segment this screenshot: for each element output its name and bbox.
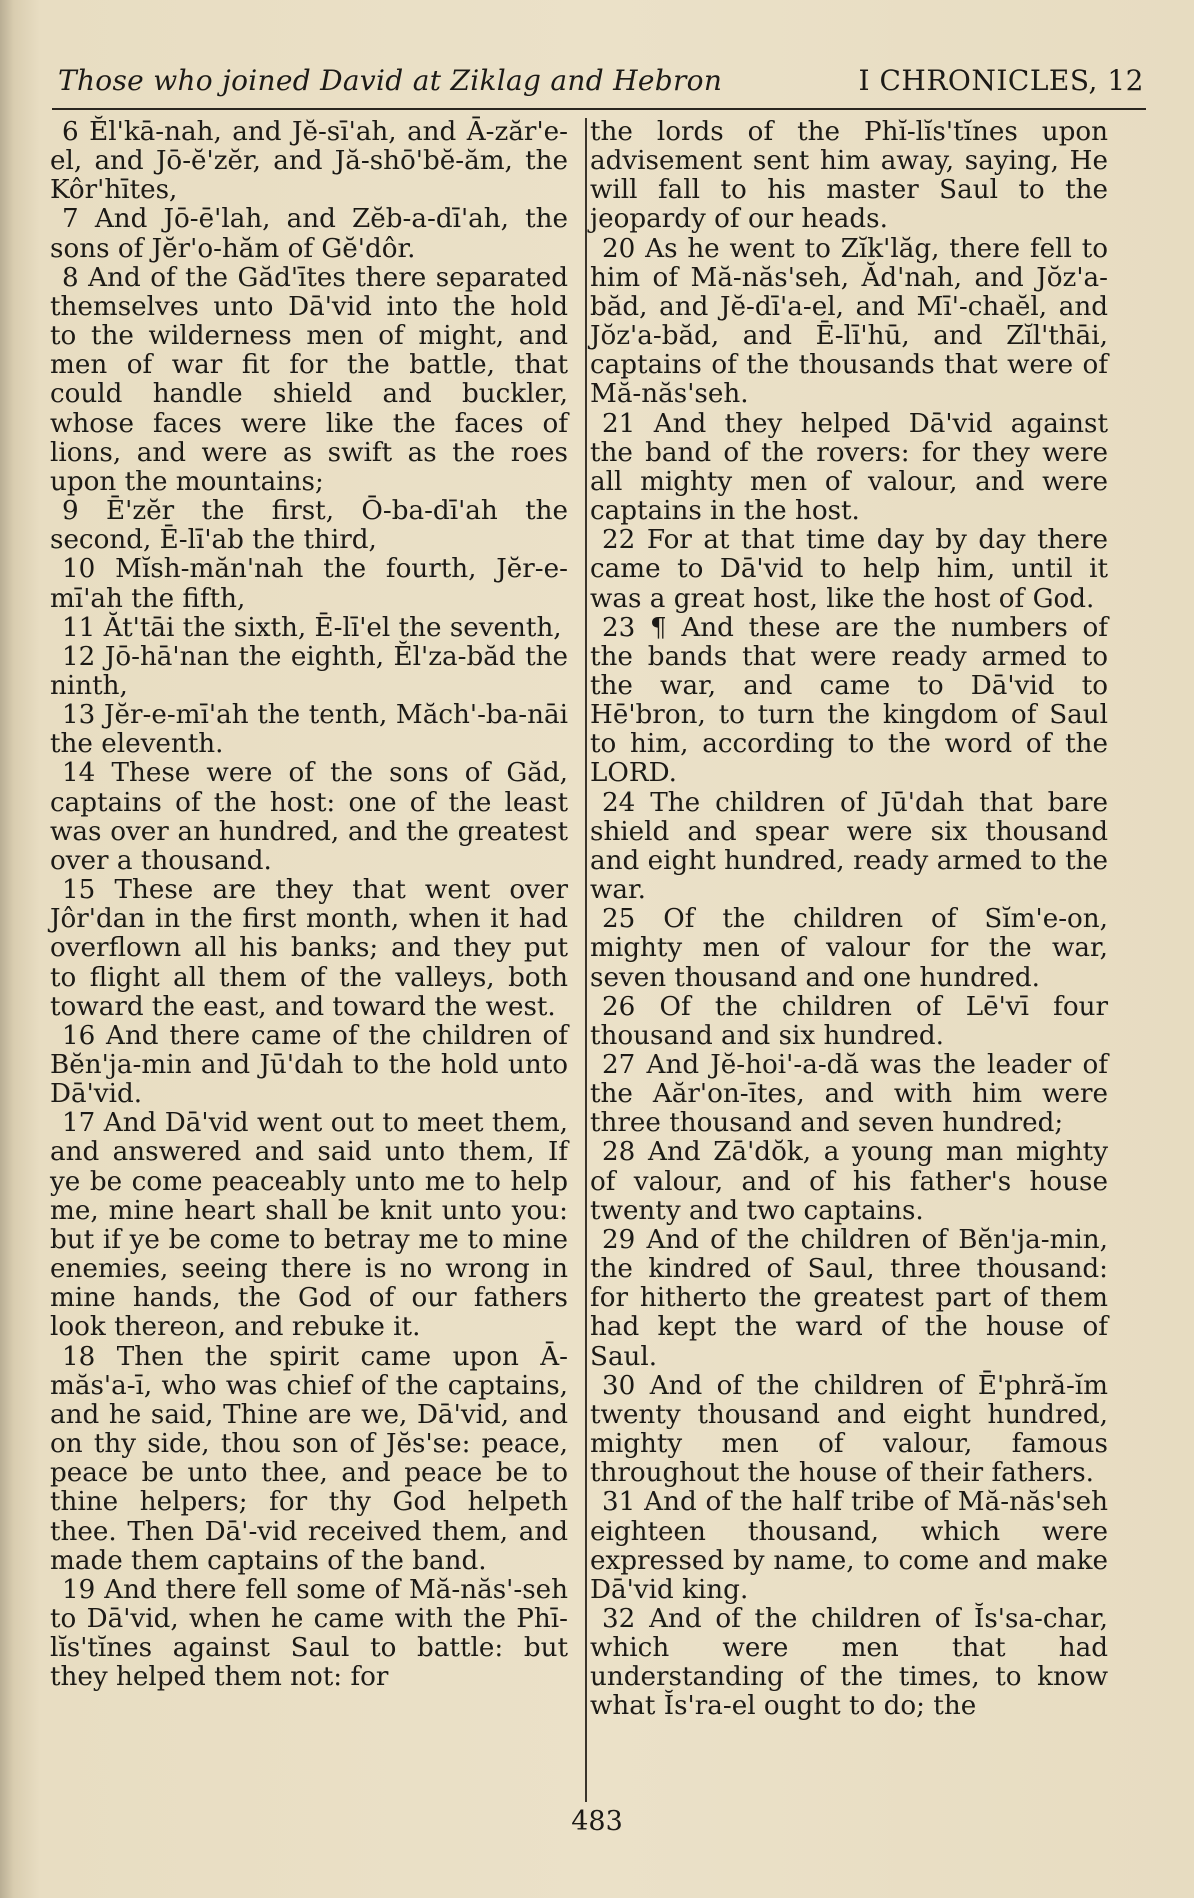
verse: 16 And there came of the children of Bĕn'ja-min and Jū'dah to the hold unto Dā'vid. — [50, 1020, 568, 1110]
verse: 7 And Jō-ē'lah, and Zĕb-a-dī'ah, the sons of Jĕr'o-hăm of Gĕ'dôr. — [50, 204, 568, 264]
verse: 24 The children of Jū'dah that bare shield and spear were six thousand and eight hundred, ready armed to the war. — [590, 787, 1109, 906]
verse: 10 Mĭsh-măn'nah the fourth, Jĕr-e-mī'ah the fifth, — [50, 554, 569, 614]
verse: 27 And Jĕ-hoi'-a-dă was the leader of the Aăr'on-ītes, and with him were three thousand and seven hundred; — [590, 1050, 1108, 1139]
verse: 26 Of the children of Lē'vī four thousand and six hundred. — [590, 991, 1108, 1051]
verse: 23 ¶ And these are the numbers of the bands that were ready armed to the war, and came to Dā'vid to Hē'bron, to turn the kingdom of Saul to him, according to the word of the LORD. — [590, 612, 1108, 789]
running-head: Those who joined David at Ziklag and Hebron — [58, 64, 723, 97]
verse: 32 And of the children of Ĭs'sa-char, which were men that had understanding of the times, to know what Ĭs'ra-el ought to do; the — [590, 1603, 1108, 1722]
verse: 19 And there fell some of Mă-năs'-seh to Dā'vid, when he came with the Phī-lĭs'tĭnes against Saul to battle: but they helped them not: for — [50, 1574, 568, 1693]
verse: 29 And of the children of Bĕn'ja-min, the kindred of Saul, three thousand: for hitherto the greatest part of them had kept the ward of the house of Saul. — [590, 1224, 1108, 1372]
verse: 12 Jō-hā'nan the eighth, Ĕl'za-băd the ninth, — [50, 641, 569, 701]
page-number: 483 — [571, 1806, 623, 1837]
verse: 28 And Zā'dŏk, a young man mighty of valour, and of his father's house twenty and two captains. — [590, 1137, 1109, 1226]
page-header — [52, 62, 1146, 110]
verse: 13 Jĕr-e-mī'ah the tenth, Măch'-ba-nāi the eleventh. — [50, 700, 569, 760]
verse: 11 Ăt'tāi the sixth, Ē-lī'el the seventh, — [62, 612, 562, 643]
verse: 8 And of the Găd'ītes there separated themselves unto Dā'vid into the hold to the wilderness men of might, and men of war fit for the battle, that could handle shield and buckler, whose faces were like the faces of lions, and were as swift as the roes upon the mountains; — [50, 262, 568, 497]
verse: 31 And of the half tribe of Mă-năs'seh eighteen thousand, which were expressed by name, to come and make Dā'vid king. — [590, 1487, 1108, 1605]
verse: 9 Ē'zĕr the first, Ō-ba-dī'ah the second, Ē-lī'ab the third, — [50, 496, 568, 556]
book-chapter-title: I CHRONICLES, 12 — [858, 64, 1144, 97]
right-column — [590, 118, 1108, 1722]
verse: 14 These were of the sons of Găd, captains of the host: one of the least was over an hundred, and the greatest over a thousand. — [50, 758, 569, 876]
verse: 30 And of the children of Ē'phră-ĭm twenty thousand and eight hundred, mighty men of valour, famous throughout the house of their fathers. — [590, 1370, 1109, 1489]
verse: 18 Then the spirit came upon Ā-măs'a-ī, who was chief of the captains, and he said, Thine are we, Dā'vid, and on thy side, thou son of Jĕs'se: peace, peace be unto thee, and peace be to thine helpers; for thy God helpeth thee. Then Dā'-vid received them, and made them captains of the band. — [50, 1341, 568, 1576]
verse: 6 Ĕl'kā-nah, and Jĕ-sī'ah, and Ā-zăr'e-el, and Jō-ĕ'zĕr, and Jă-shō'bĕ-ăm, the Kôr'hītes, — [50, 117, 568, 206]
verse-continuation: the lords of the Phĭ-lĭs'tĭnes upon advisement sent him away, saying, He will fall to his master Saul to the jeopardy of our heads. — [590, 117, 1108, 235]
verse: 25 Of the children of Sĭm'e-on, mighty men of valour for the war, seven thousand and one hundred. — [590, 904, 1108, 993]
verse: 15 These are they that went over Jôr'dan in the first month, when it had overflown all his banks; and they put to flight all them of the valleys, both toward the east, and toward the west. — [50, 875, 568, 1022]
verse: 17 And Dā'vid went out to meet them, and answered and said unto them, If ye be come peaceably unto me to help me, mine heart shall be knit unto you: but if ye be come to betray me to mine enemies, seeing there is no wrong in mine hands, the God of our fathers look thereon, and rebuke it. — [50, 1108, 568, 1343]
verse: 21 And they helped Dā'vid against the band of the rovers: for they were all mighty men of valour, and were captains in the host. — [590, 408, 1109, 527]
column-divider — [585, 118, 587, 1802]
verse: 22 For at that time day by day there came to Dā'vid to help him, until it was a great host, like the host of God. — [590, 525, 1108, 614]
verse: 20 As he went to Zĭk'lăg, there fell to him of Mă-năs'seh, Ăd'nah, and Jŏz'a-băd, and Jĕ-dī'a-el, and Mī'-chaĕl, and Jŏz'a-băd, and Ē-lī'hū, and Zĭl'thāi, captains of the thousands that were of Mă-năs'seh. — [590, 233, 1108, 410]
left-column — [50, 118, 568, 1692]
